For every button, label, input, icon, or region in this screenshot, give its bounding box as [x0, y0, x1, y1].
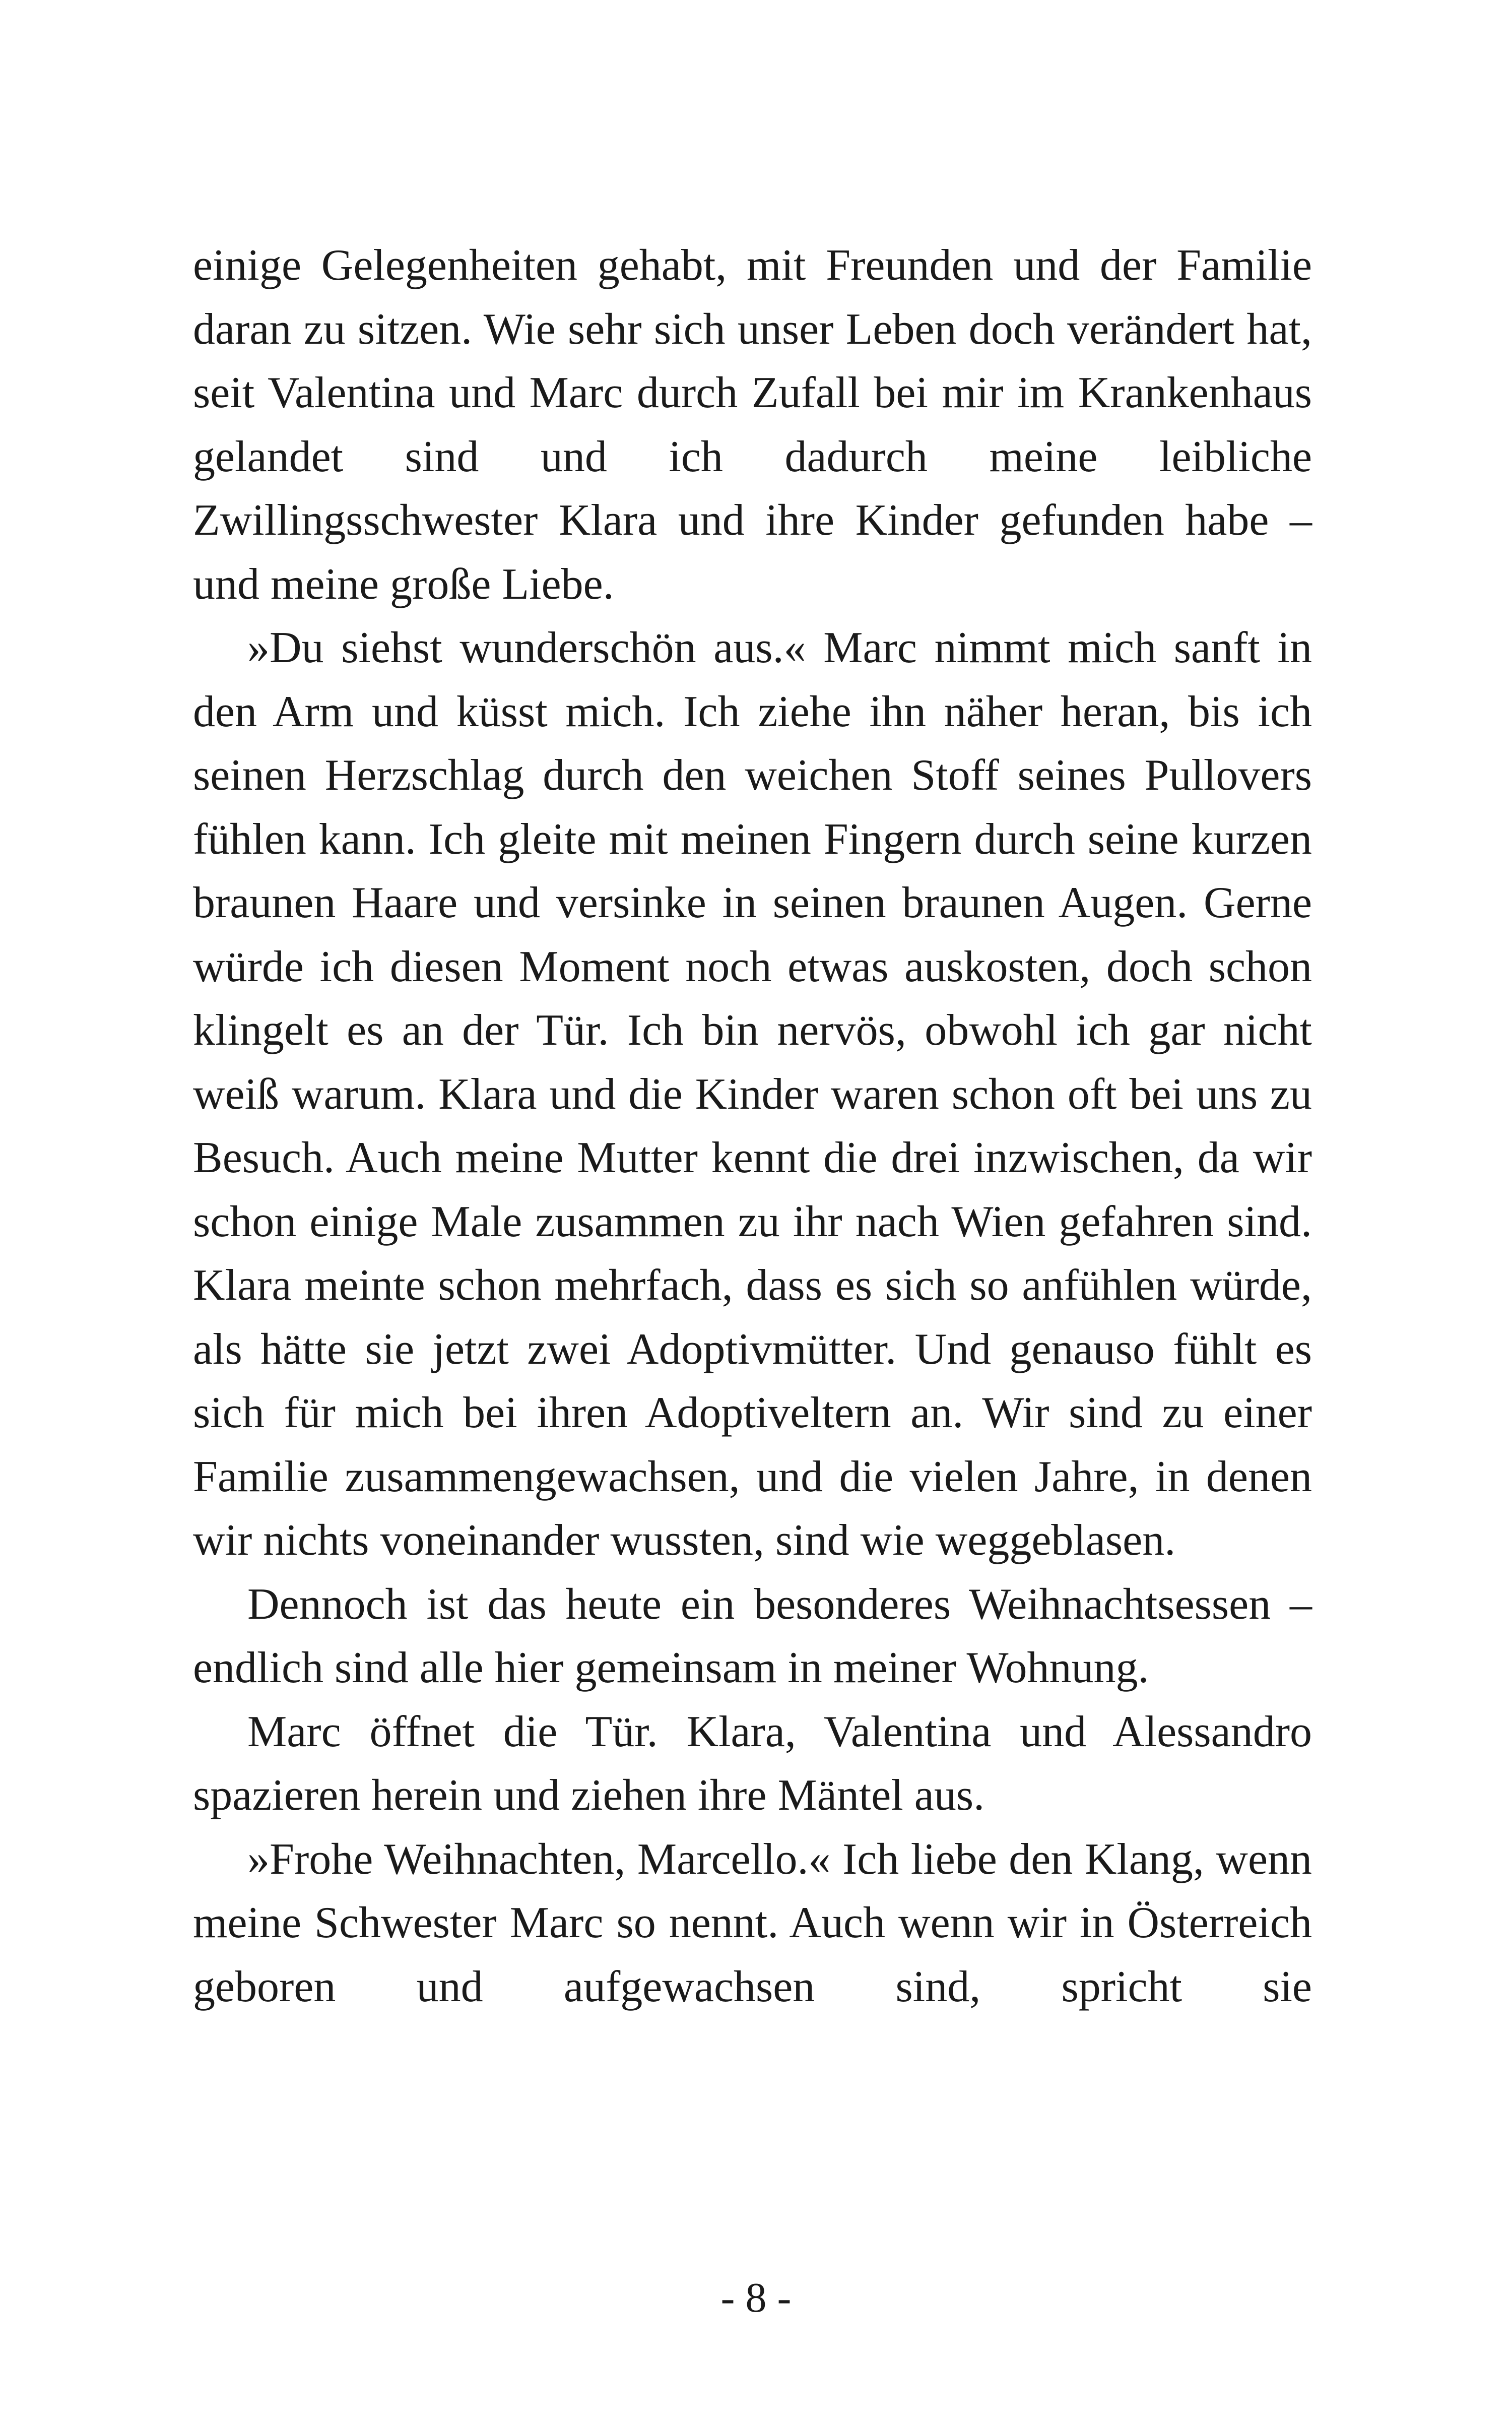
paragraph: »Du siehst wunderschön aus.« Marc nimmt mich sanft in den Arm und küsst mich. Ich ziehe ihn näher heran, bis ich seinen Herzschlag durch den weichen Stoff seines Pullovers fühlen kann. Ich gleite mit meinen Fingern durch seine kurzen braunen Haare und versinke in seinen braunen Augen. Gerne würde ich diesen Moment noch etwas auskosten, doch schon klingelt es an der Tür. Ich bin nervös, obwohl ich gar nicht weiß warum. Klara und die Kinder waren schon oft bei uns zu Besuch. Auch meine Mutter kennt die drei inzwischen, da wir schon einige Male zusammen zu ihr nach Wien gefahren sind. Klara meinte schon mehrfach, dass es sich so anfühlen würde, als hätte sie jetzt zwei Adoptivmütter. Und genauso fühlt es sich für mich bei ihren Adoptiveltern an. Wir sind zu einer Familie zusammengewachsen, und die vielen Jahre, in denen wir nichts voneinander wussten, sind wie weggeblasen. — [193, 623, 1312, 1565]
paragraph: einige Gelegenheiten gehabt, mit Freunden und der Familie daran zu sitzen. Wie sehr sich unser Leben doch verändert hat, seit Valentina und Marc durch Zufall bei mir im Krankenhaus gelandet sind und ich dadurch meine leibliche Zwillingsschwester Klara und ihre Kinder gefunden habe – und meine große Liebe. — [193, 241, 1312, 609]
paragraph: Dennoch ist das heute ein besonderes Weihnachtsessen – endlich sind alle hier gemeinsam in meiner Wohnung. — [193, 1579, 1312, 1692]
paragraph: Marc öffnet die Tür. Klara, Valentina und Alessandro spazieren herein und ziehen ihre Mäntel aus. — [193, 1707, 1312, 1820]
page-number: - 8 - — [720, 2274, 792, 2321]
body-text — [193, 234, 1312, 2019]
paragraph: »Frohe Weihnachten, Marcello.« Ich liebe den Klang, wenn meine Schwester Marc so nennt. Auch wenn wir in Österreich geboren und aufgewachsen sind, spricht sie — [193, 1834, 1312, 2011]
